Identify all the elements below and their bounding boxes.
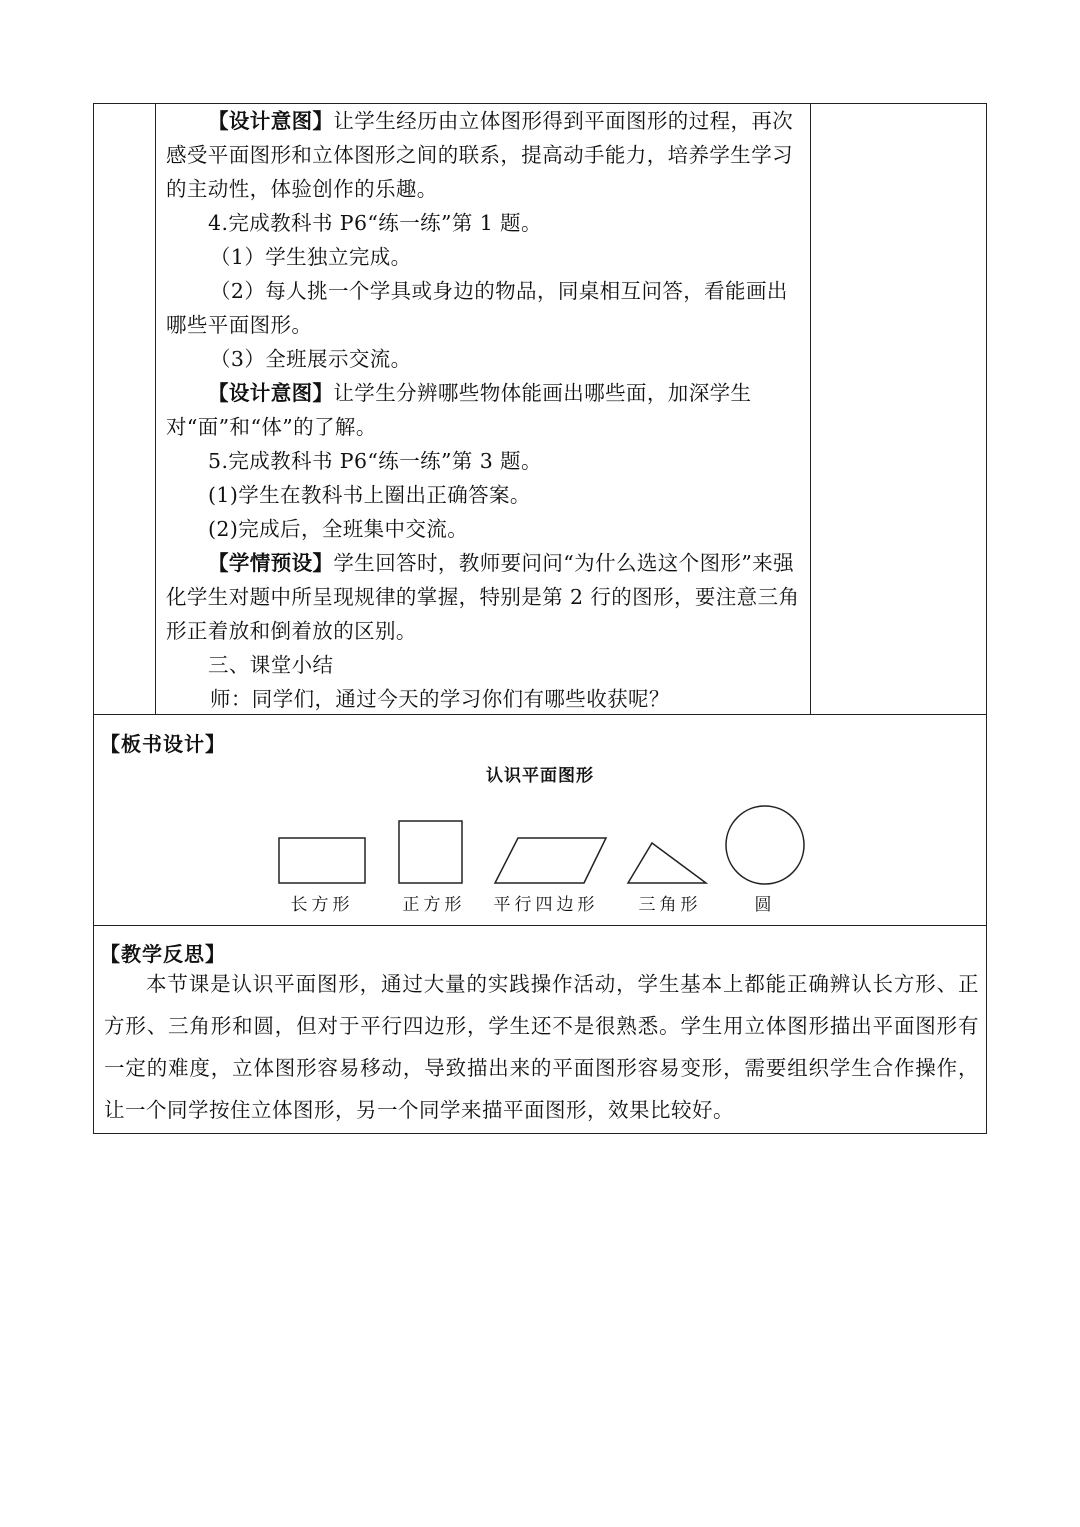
label-rectangle: 长方形 [290, 895, 354, 915]
para-design-intent-2: 【设计意图】让学生分辨哪些物体能画出哪些面，加深学生对“面”和“体”的了解。 [166, 381, 752, 439]
para-sub-2: (2)完成后，全班集中交流。 [208, 517, 469, 541]
para-step-2: （2）每人挑一个学具或身边的物品，同桌相互问答，看能画出哪些平面图形。 [166, 279, 788, 337]
reflection-content [104, 963, 979, 1131]
reflection-heading: 【教学反思】 [100, 942, 226, 966]
para-summary-heading: 三、课堂小结 [208, 653, 334, 677]
column-divider-right [810, 103, 811, 714]
tag-label: 【学情预设】 [208, 551, 334, 575]
label-square: 正方形 [402, 895, 466, 915]
para-design-intent-1: 【设计意图】让学生经历由立体图形得到平面图形的过程，再次感受平面图形和立体图形之间的联系，提高动手能力，培养学生学习的主动性，体验创作的乐趣。 [166, 109, 794, 201]
board-title: 认识平面图形 [486, 766, 594, 786]
label-circle: 圆 [754, 895, 776, 915]
para-teacher-question: 师：同学们，通过今天的学习你们有哪些收获呢？ [210, 687, 670, 711]
para-step-1: （1）学生独立完成。 [210, 245, 412, 269]
board-heading: 【板书设计】 [100, 732, 226, 756]
para-exercise-4: 4.完成教科书 P6“练一练”第 1 题。 [208, 211, 542, 235]
para-sub-1: (1)学生在教科书上圈出正确答案。 [208, 483, 531, 507]
tag-label: 【设计意图】 [208, 109, 334, 133]
tag-label: 【设计意图】 [208, 381, 334, 405]
para-exercise-5: 5.完成教科书 P6“练一练”第 3 题。 [208, 449, 542, 473]
label-triangle: 三角形 [638, 895, 702, 915]
label-parallelogram: 平行四边形 [493, 895, 599, 915]
column-divider-left [155, 103, 156, 714]
para-step-3: （3）全班展示交流。 [210, 347, 412, 371]
para-learning-preview: 【学情预设】学生回答时，教师要问问“为什么选这个图形”来强化学生对题中所呈现规律的掌握，特别是第 2 行的图形，要注意三角形正着放和倒着放的区别。 [166, 551, 800, 643]
lesson-content [166, 104, 806, 716]
reflection-text: 本节课是认识平面图形，通过大量的实践操作活动，学生基本上都能正确辨认长方形、正方形、三角形和圆，但对于平行四边形，学生还不是很熟悉。学生用立体图形描出平面图形有一定的难度，立体图形容易移动，导致描出来的平面图形容易变形，需要组织学生合作操作，让一个同学按住立体图形，另一个同学来描平面图形，效果比较好。 [104, 972, 979, 1122]
row-divider-reflection [93, 925, 987, 926]
